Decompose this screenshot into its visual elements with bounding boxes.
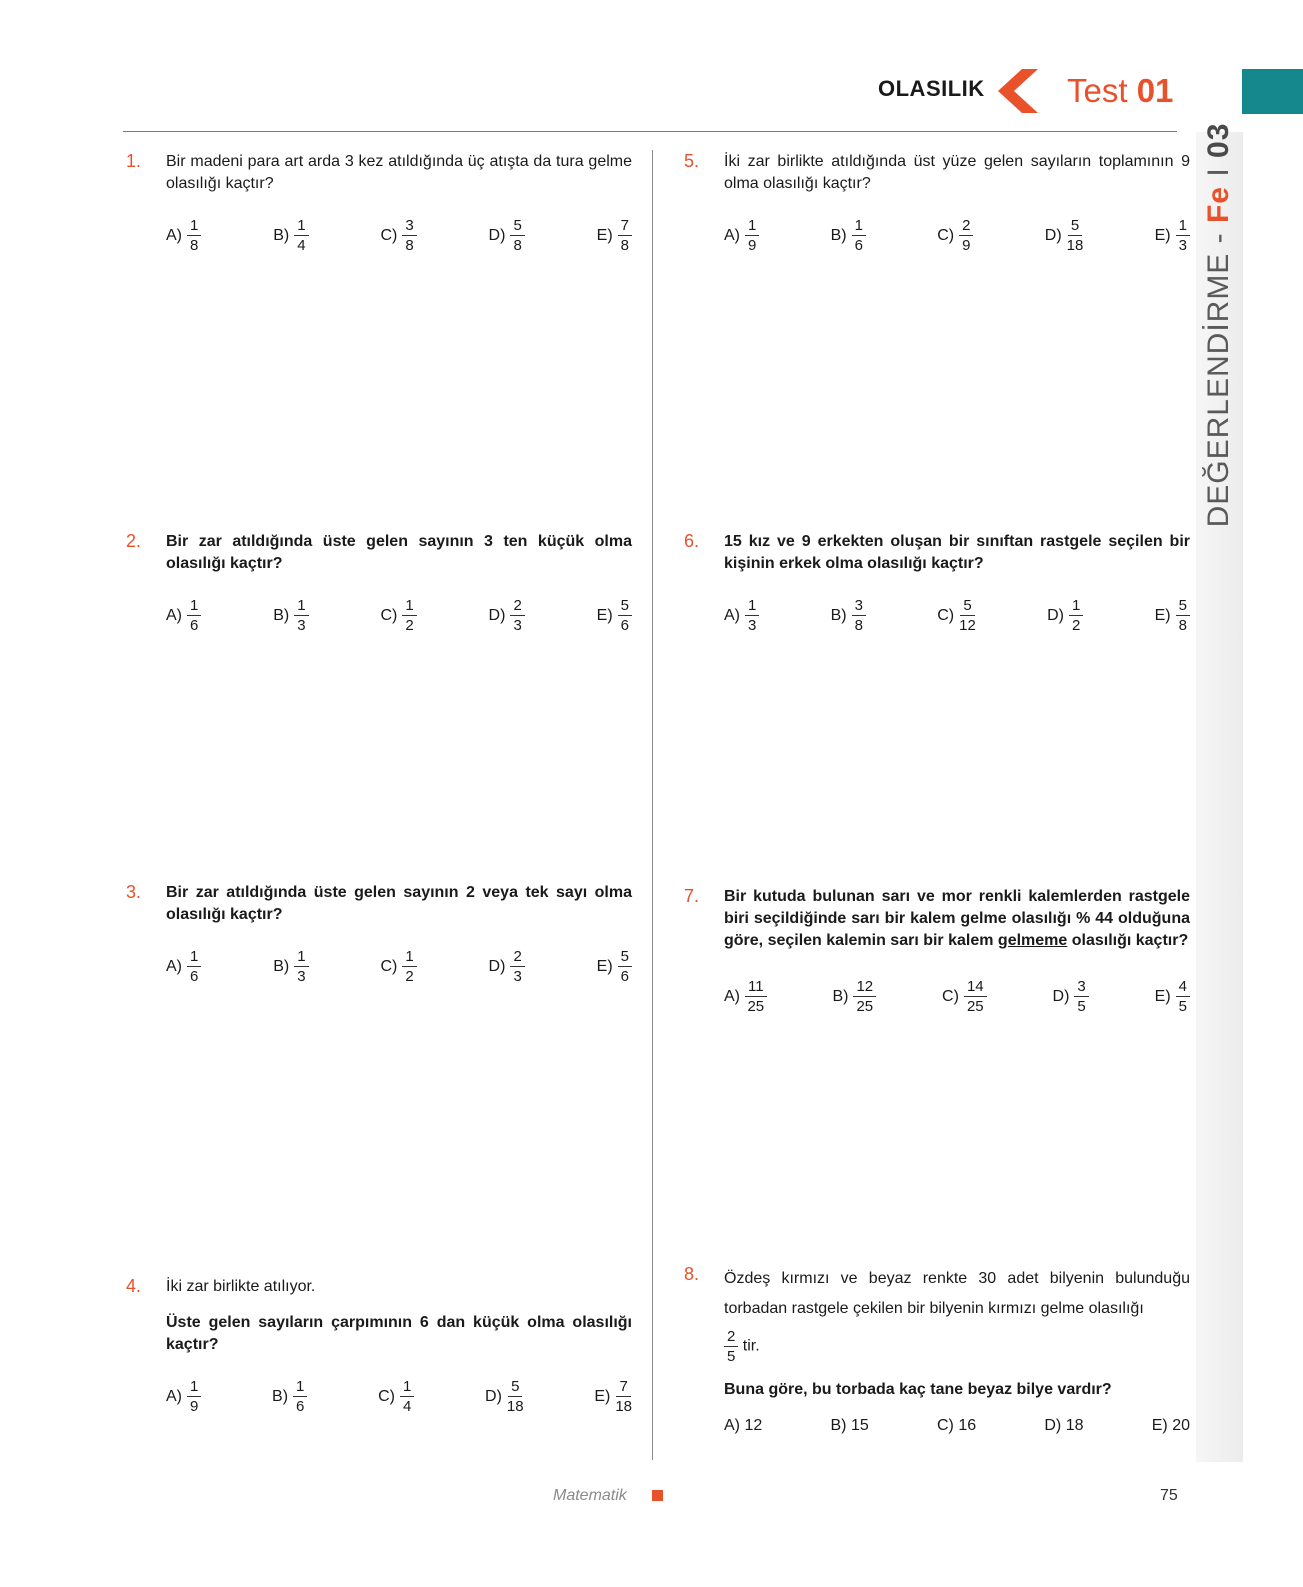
question-4 <box>126 1276 632 1415</box>
option-letter: E) <box>596 606 613 624</box>
option-b[interactable] <box>832 978 876 1015</box>
numerator: 7 <box>616 1378 630 1397</box>
denominator: 3 <box>748 617 757 634</box>
numerator: 4 <box>1176 978 1190 997</box>
denominator: 4 <box>402 1398 412 1415</box>
denominator: 6 <box>854 237 863 254</box>
denominator: 2 <box>405 617 414 634</box>
option-d[interactable] <box>489 948 525 985</box>
denominator: 9 <box>962 237 971 254</box>
option-e[interactable] <box>1155 597 1190 634</box>
denominator: 8 <box>854 617 863 634</box>
option-b[interactable] <box>273 597 308 634</box>
question-intro-fraction <box>724 1328 1190 1365</box>
numerator: 2 <box>510 597 524 616</box>
numerator: 1 <box>294 217 308 236</box>
denominator: 6 <box>190 968 199 985</box>
denominator: 18 <box>1066 237 1084 254</box>
numerator: 1 <box>187 1378 201 1397</box>
numerator: 5 <box>1068 217 1082 236</box>
option-d[interactable] <box>489 217 525 254</box>
question-number: 7. <box>684 886 700 906</box>
option-letter: A) <box>724 987 740 1005</box>
numerator: 14 <box>964 978 987 997</box>
denominator: 3 <box>1178 237 1187 254</box>
numerator: 1 <box>745 217 759 236</box>
sidebar-title-text: DEĞERLENDİRME - <box>1202 223 1235 528</box>
test-number: 01 <box>1136 72 1174 109</box>
denominator: 8 <box>620 237 629 254</box>
question-number: 4. <box>126 1276 142 1296</box>
question-text: Bir madeni para art arda 3 kez atıldığında üç atışta da tura gelme olasılığı kaçtır? <box>166 153 632 192</box>
numerator: 1 <box>400 1378 414 1397</box>
question-6 <box>684 531 1190 634</box>
fraction <box>724 1328 738 1365</box>
option-letter: E) <box>1154 226 1171 244</box>
option-letter: C) <box>380 957 398 975</box>
page-number: 75 <box>1160 1487 1178 1504</box>
denominator: 25 <box>747 998 765 1015</box>
option-a[interactable] <box>724 978 767 1015</box>
option-letter: A) <box>166 1387 182 1405</box>
option-b[interactable] <box>831 597 866 634</box>
numerator: 1 <box>402 948 416 967</box>
question-text-part: tir. <box>742 1337 760 1355</box>
option-d[interactable] <box>1045 217 1084 254</box>
question-text-part: Bir kutuda bulunan sarı ve mor renkli kalemlerden rastgele biri seçildiğinde sarı bir kalem gelme olasılığı % 44 olduğuna göre, seçilen kalemin sarı bir kalem <box>724 888 1190 949</box>
options <box>724 597 1190 634</box>
option-letter: B) <box>830 606 847 624</box>
denominator: 3 <box>513 968 522 985</box>
denominator: 25 <box>966 998 984 1015</box>
numerator: 1 <box>187 217 201 236</box>
option-letter: C) <box>380 606 398 624</box>
denominator: 3 <box>513 617 522 634</box>
denominator: 6 <box>620 617 629 634</box>
numerator: 1 <box>293 1378 307 1397</box>
denominator: 25 <box>856 998 874 1015</box>
options <box>724 1417 1190 1435</box>
numerator: 2 <box>724 1328 738 1347</box>
question-1 <box>126 151 632 254</box>
option-e[interactable] <box>597 948 632 985</box>
question-text: Buna göre, bu torbada kaç tane beyaz bilye vardır? <box>724 1381 1112 1398</box>
numerator: 5 <box>1176 597 1190 616</box>
option-letter: B) <box>273 606 290 624</box>
option-letter: E) <box>594 1387 611 1405</box>
numerator: 2 <box>510 948 524 967</box>
sidebar-title <box>1202 123 1236 528</box>
option-a[interactable] <box>166 217 201 254</box>
question-text: 15 kız ve 9 erkekten oluşan bir sınıftan rastgele seçilen bir kişinin erkek olma olasılığı kaçtır? <box>724 533 1190 572</box>
question-text: İki zar birlikte atıldığında üst yüze gelen sayıların toplamının 9 olma olasılığı kaçtır? <box>724 153 1190 192</box>
option-c[interactable] <box>937 597 976 634</box>
denominator: 8 <box>513 237 522 254</box>
option-a[interactable] <box>724 597 759 634</box>
numerator: 5 <box>510 217 524 236</box>
option-c[interactable] <box>380 948 416 985</box>
denominator: 8 <box>190 237 199 254</box>
options <box>166 948 632 985</box>
footer-subject: Matematik <box>553 1487 627 1504</box>
option-letter: D) <box>1047 606 1064 624</box>
numerator: 1 <box>294 597 308 616</box>
topic-title: OLASILIK <box>878 76 985 101</box>
question-number: 6. <box>684 531 700 551</box>
emphasized-word: gelmeme <box>997 932 1068 949</box>
options <box>166 217 632 254</box>
option-letter: E) <box>1154 606 1171 624</box>
option-b[interactable]: B) 15 <box>830 1417 869 1434</box>
option-e[interactable]: E) 20 <box>1151 1417 1190 1434</box>
numerator: 5 <box>618 597 632 616</box>
numerator: 3 <box>852 597 866 616</box>
denominator: 6 <box>296 1398 305 1415</box>
question-5 <box>684 151 1190 254</box>
option-c[interactable] <box>937 217 973 254</box>
option-d[interactable] <box>485 1378 524 1415</box>
question-number: 5. <box>684 151 700 171</box>
option-letter: E) <box>596 226 613 244</box>
option-letter: A) <box>166 957 182 975</box>
question-number: 2. <box>126 531 142 551</box>
numerator: 5 <box>618 948 632 967</box>
option-letter: D) <box>1052 987 1070 1005</box>
denominator: 4 <box>297 237 306 254</box>
option-d[interactable] <box>1047 597 1083 634</box>
question-8 <box>684 1264 1190 1435</box>
numerator: 1 <box>852 217 866 236</box>
option-letter: C) <box>942 987 959 1005</box>
denominator: 5 <box>1077 998 1086 1015</box>
denominator: 3 <box>297 617 306 634</box>
option-d[interactable]: D) 18 <box>1044 1417 1084 1434</box>
option-letter: B) <box>832 987 849 1005</box>
option-letter: B) <box>273 957 290 975</box>
question-number: 1. <box>126 151 142 171</box>
option-d[interactable] <box>489 597 525 634</box>
option-letter: B) <box>830 226 847 244</box>
option-b[interactable] <box>272 1378 307 1415</box>
question-text: Bir zar atıldığında üste gelen sayının 3 ten küçük olma olasılığı kaçtır? <box>166 533 632 572</box>
question-text: Üste gelen sayıların çarpımının 6 dan küçük olma olasılığı kaçtır? <box>166 1314 632 1353</box>
test-label <box>1067 72 1173 110</box>
denominator: 18 <box>615 1398 632 1415</box>
denominator: 6 <box>190 617 199 634</box>
option-d[interactable] <box>1053 978 1089 1015</box>
option-b[interactable] <box>273 217 308 254</box>
denominator: 18 <box>506 1398 524 1415</box>
option-e[interactable] <box>1155 978 1190 1015</box>
numerator: 11 <box>745 978 767 997</box>
denominator: 9 <box>748 237 757 254</box>
question-number: 3. <box>126 882 142 902</box>
option-letter: C) <box>380 226 398 244</box>
option-letter: B) <box>273 226 290 244</box>
option-e[interactable] <box>597 217 632 254</box>
option-e[interactable] <box>1155 217 1190 254</box>
brand-logo: Fe <box>1202 186 1235 224</box>
options <box>166 1378 632 1415</box>
option-a[interactable] <box>166 597 201 634</box>
denominator: 5 <box>1178 998 1187 1015</box>
question-number: 8. <box>684 1264 700 1284</box>
question-intro: İki zar birlikte atılıyor. <box>166 1278 316 1295</box>
option-c[interactable] <box>378 1378 414 1415</box>
option-a[interactable] <box>166 948 201 985</box>
option-letter: B) <box>272 1387 289 1405</box>
question-7 <box>684 886 1190 1015</box>
numerator: 1 <box>187 597 201 616</box>
numerator: 1 <box>745 597 759 616</box>
option-e[interactable] <box>597 597 632 634</box>
footer-square-icon <box>652 1490 663 1501</box>
option-letter: A) <box>166 606 182 624</box>
numerator: 2 <box>959 217 973 236</box>
option-letter: E) <box>1154 987 1171 1005</box>
numerator: 1 <box>187 948 201 967</box>
denominator: 2 <box>1072 617 1081 634</box>
section-tab <box>1242 69 1303 114</box>
option-letter: C) <box>937 606 955 624</box>
denominator: 8 <box>405 237 414 254</box>
test-word: Test <box>1067 72 1128 109</box>
numerator: 12 <box>853 978 876 997</box>
numerator: 3 <box>1074 978 1088 997</box>
option-letter: C) <box>937 226 955 244</box>
numerator: 5 <box>508 1378 522 1397</box>
option-letter: C) <box>378 1387 395 1405</box>
option-letter: D) <box>488 606 506 624</box>
numerator: 1 <box>294 948 308 967</box>
option-letter: D) <box>488 226 506 244</box>
option-letter: A) <box>166 226 182 244</box>
option-a[interactable]: A) 12 <box>724 1417 763 1434</box>
question-2 <box>126 531 632 634</box>
options <box>724 978 1190 1015</box>
option-letter: D) <box>485 1387 502 1405</box>
question-text-part: olasılığı kaçtır? <box>1067 932 1189 949</box>
numerator: 5 <box>960 597 974 616</box>
option-a[interactable] <box>724 217 759 254</box>
option-c[interactable] <box>942 978 987 1015</box>
numerator: 7 <box>618 217 632 236</box>
chevron-left-icon <box>996 67 1040 115</box>
question-3 <box>126 882 632 985</box>
column-divider <box>652 150 653 1460</box>
sidebar-number: 03 <box>1202 122 1235 158</box>
numerator: 3 <box>402 217 416 236</box>
options <box>724 217 1190 254</box>
option-c[interactable]: C) 16 <box>937 1417 977 1434</box>
denominator: 9 <box>190 1398 199 1415</box>
option-b[interactable] <box>831 217 866 254</box>
numerator: 1 <box>402 597 416 616</box>
question-text <box>724 886 1190 952</box>
option-c[interactable] <box>380 217 416 254</box>
option-letter: D) <box>488 957 506 975</box>
question-text: Bir zar atıldığında üste gelen sayının 2 veya tek sayı olma olasılığı kaçtır? <box>166 884 632 923</box>
option-c[interactable] <box>380 597 416 634</box>
option-a[interactable] <box>166 1378 201 1415</box>
option-e[interactable] <box>594 1378 632 1415</box>
option-letter: A) <box>724 226 740 244</box>
header-divider <box>123 131 1177 132</box>
option-letter: A) <box>724 606 740 624</box>
denominator: 3 <box>297 968 306 985</box>
option-b[interactable] <box>273 948 308 985</box>
options <box>166 597 632 634</box>
sidebar-separator: I <box>1202 157 1235 186</box>
option-letter: D) <box>1044 226 1062 244</box>
numerator: 1 <box>1069 597 1083 616</box>
denominator: 6 <box>620 968 629 985</box>
denominator: 5 <box>727 1348 736 1365</box>
option-letter: E) <box>596 957 613 975</box>
numerator: 1 <box>1176 217 1190 236</box>
denominator: 2 <box>405 968 414 985</box>
question-intro: Özdeş kırmızı ve beyaz renkte 30 adet bilyenin bulunduğu torbadan rastgele çekilen bir bilyenin kırmızı gelme olasılığı <box>724 1270 1190 1317</box>
denominator: 8 <box>1178 617 1187 634</box>
denominator: 12 <box>959 617 976 634</box>
